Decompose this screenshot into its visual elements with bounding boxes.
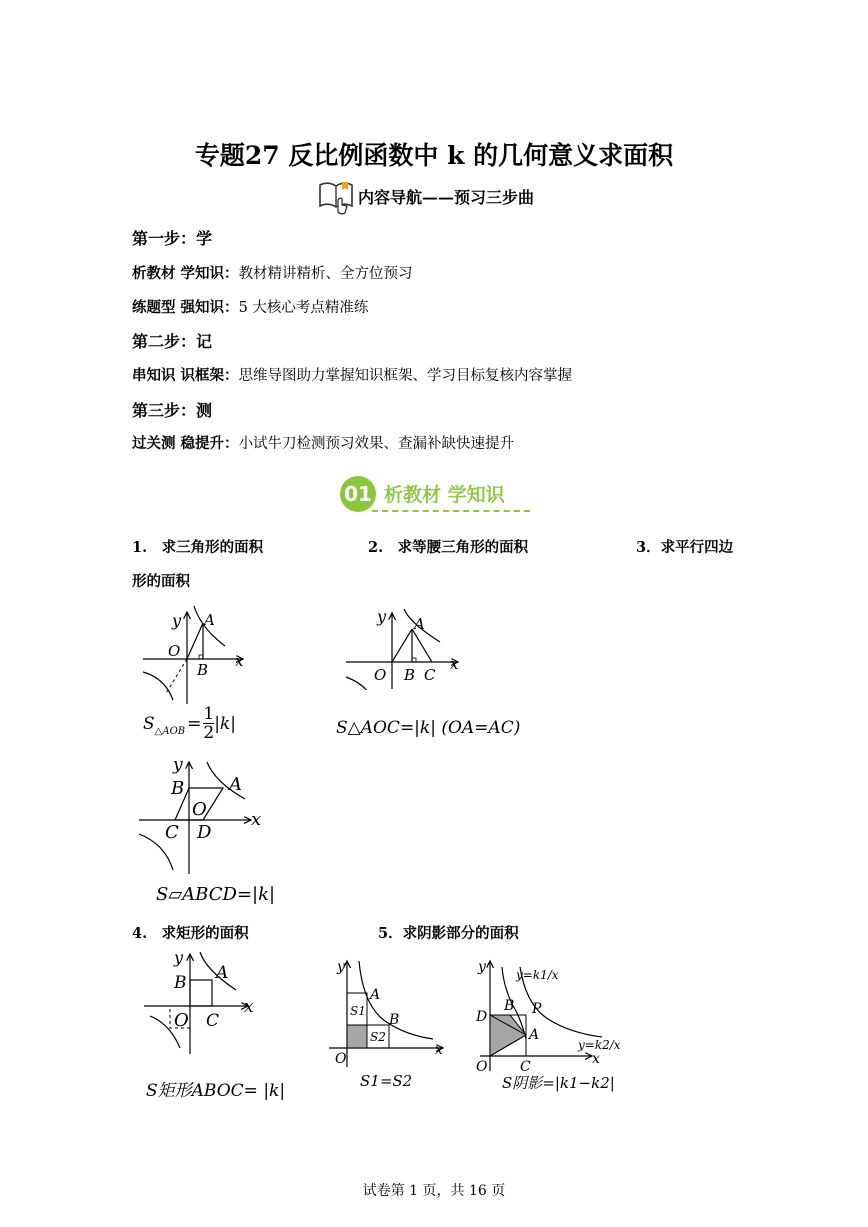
- label-a: A: [204, 611, 215, 629]
- formula-sub: △AOB: [154, 725, 186, 737]
- step-2-line-1: [132, 364, 572, 385]
- page-title: 专题27 反比例函数中 k 的几何意义求面积: [194, 141, 674, 170]
- label-o: O: [168, 642, 181, 660]
- label-x: x: [244, 997, 254, 1017]
- formula-rectangle: S矩形ABOC= |k|: [146, 1081, 286, 1101]
- formula-s1-s2: S1=S2: [360, 1072, 413, 1090]
- label-c: C: [424, 666, 436, 684]
- label-o: O: [192, 799, 207, 820]
- label-s2: S2: [370, 1030, 386, 1044]
- label-x: x: [450, 655, 459, 673]
- label-a: A: [529, 1027, 540, 1043]
- label-x: x: [251, 809, 262, 830]
- nav-label: 内容导航——预习三步曲: [358, 187, 535, 207]
- label-y: y: [172, 611, 182, 630]
- figure-shaded-equal: [325, 955, 450, 1070]
- figure-shaded-difference: [474, 955, 624, 1073]
- section-title: 析教材 学知识: [384, 484, 505, 506]
- label-c: C: [165, 822, 179, 843]
- item-3-heading: 3．求平行四边: [636, 539, 734, 556]
- formula-abs-k: |k|: [214, 714, 236, 734]
- section-underline: [372, 510, 530, 512]
- formula-parallelogram: S▱ABCD=|k|: [156, 884, 276, 905]
- formula-numerator: 1: [203, 704, 215, 724]
- line-text: 思维导图助力掌握知识框架、学习目标复核内容掌握: [238, 368, 573, 384]
- item-5-heading: 5．求阴影部分的面积: [378, 925, 519, 942]
- label-c: C: [206, 1011, 220, 1031]
- figure-rectangle: [140, 948, 265, 1058]
- label-a: A: [229, 774, 242, 795]
- line-label: 串知识 识框架：: [132, 367, 239, 384]
- item-4-heading: 4. 求矩形的面积: [132, 925, 249, 942]
- section-number-badge: 01: [340, 476, 376, 512]
- label-x: x: [435, 1042, 443, 1058]
- label-x: x: [235, 652, 244, 670]
- figure-isosceles: [340, 605, 470, 690]
- label-a: A: [216, 963, 229, 983]
- line-text: 5 大核心考点精准练: [238, 300, 369, 316]
- label-d: D: [476, 1009, 488, 1025]
- figure-triangle: [135, 602, 255, 712]
- item-2-heading: 2. 求等腰三角形的面积: [368, 539, 529, 556]
- label-b: B: [404, 666, 416, 684]
- item-3-heading-cont: 形的面积: [132, 573, 190, 590]
- formula-isosceles: S△AOC=|k| (OA=AC): [336, 718, 521, 738]
- label-o: O: [476, 1059, 488, 1073]
- item-1-heading: 1. 求三角形的面积: [132, 539, 264, 556]
- label-s1: S1: [350, 1004, 366, 1018]
- line-text: 小试牛刀检测预习效果、查漏补缺快速提升: [238, 436, 515, 452]
- label-y: y: [173, 755, 183, 775]
- label-eq-k2: y=k2/x: [578, 1038, 621, 1052]
- label-y: y: [478, 959, 486, 975]
- step-1-line-2: [132, 296, 368, 317]
- step-2-heading: 第二步：记: [132, 332, 213, 351]
- step-1-line-1: [132, 262, 413, 283]
- label-a: A: [370, 987, 381, 1003]
- step-3-line-1: [132, 432, 514, 453]
- label-eq-k1: y=k1/x: [516, 968, 559, 982]
- label-y: y: [377, 607, 387, 626]
- label-b: B: [197, 661, 209, 679]
- figure-parallelogram: [135, 752, 275, 880]
- formula-s: S: [143, 714, 155, 734]
- line-label: 过关测 稳提升：: [132, 435, 239, 452]
- formula-denominator: 2: [203, 723, 215, 743]
- label-p: P: [532, 1001, 542, 1017]
- book-hand-icon: [316, 176, 356, 216]
- label-b: B: [504, 998, 515, 1014]
- label-o: O: [374, 666, 387, 684]
- step-3-heading: 第三步：测: [132, 401, 213, 420]
- label-b: B: [174, 973, 187, 993]
- label-x: x: [592, 1051, 600, 1067]
- formula-triangle: [143, 706, 236, 742]
- label-b: B: [389, 1012, 400, 1028]
- label-y: y: [337, 959, 345, 975]
- label-o: O: [335, 1051, 347, 1067]
- label-d: D: [197, 822, 212, 843]
- step-1-heading: 第一步：学: [132, 229, 213, 248]
- content-nav: [316, 176, 534, 216]
- line-label: 练题型 强知识：: [132, 299, 239, 316]
- formula-eq: =: [187, 714, 202, 734]
- curve-branch-2: [143, 672, 173, 700]
- page-footer: 试卷第 1 页，共 16 页: [362, 1183, 506, 1199]
- formula-shaded-diff: S阴影=|k1−k2|: [502, 1074, 615, 1092]
- label-b: B: [171, 778, 185, 799]
- label-a: A: [414, 615, 425, 633]
- label-y: y: [174, 948, 184, 967]
- label-o: O: [174, 1010, 189, 1031]
- line-text: 教材精讲精析、全方位预习: [238, 266, 413, 282]
- label-c: C: [520, 1059, 531, 1073]
- line-label: 析教材 学知识：: [132, 265, 239, 282]
